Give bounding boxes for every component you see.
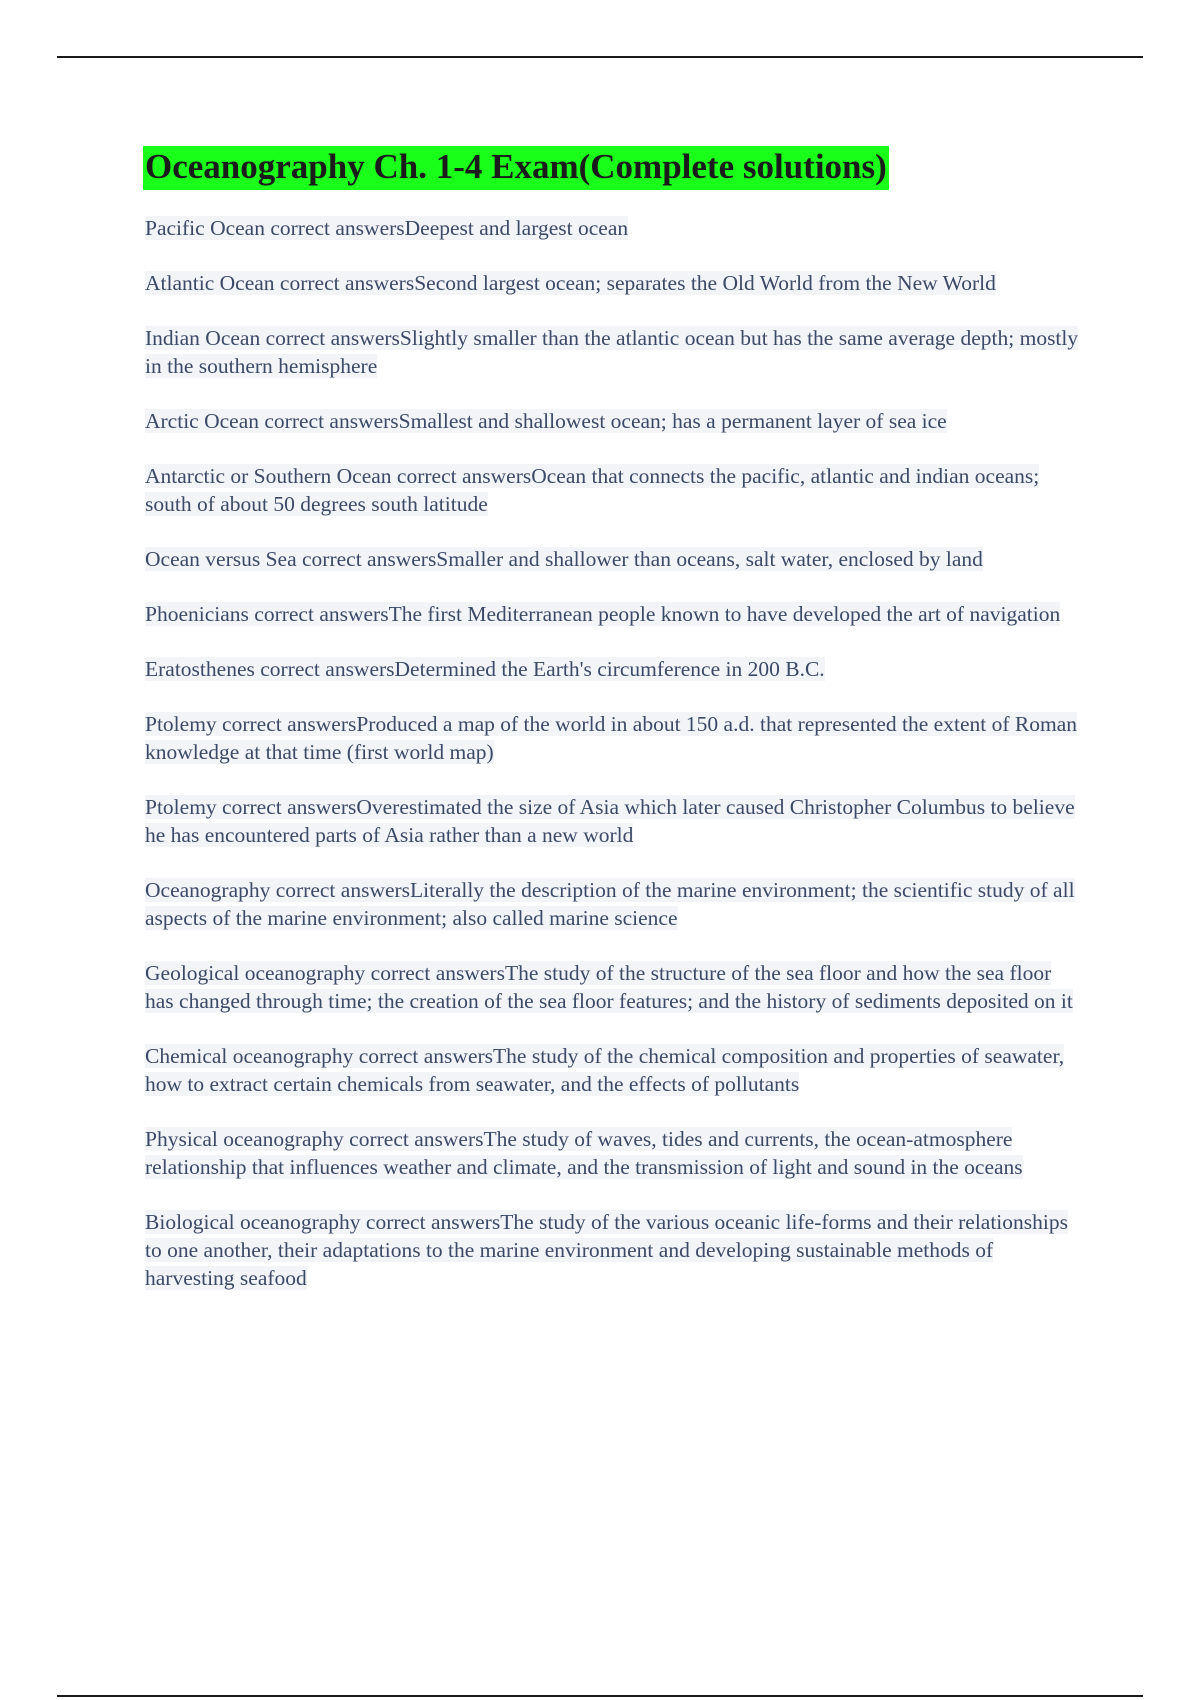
qa-text: Pacific Ocean correct answersDeepest and largest ocean — [145, 216, 629, 240]
qa-text: Arctic Ocean correct answersSmallest and shallowest ocean; has a permanent layer of sea ice — [145, 409, 947, 433]
qa-text: Eratosthenes correct answersDetermined the Earth's circumference in 200 B.C. — [145, 657, 825, 681]
qa-text: Indian Ocean correct answersSlightly smaller than the atlantic ocean but has the same average depth; mostly in the southern hemisphere — [145, 326, 1079, 378]
header-rule — [57, 56, 1143, 58]
qa-text: Ptolemy correct answersOverestimated the size of Asia which later caused Christopher Columbus to believe he has encountered parts of Asia rather than a new world — [145, 795, 1075, 847]
qa-item — [145, 959, 1085, 1015]
qa-item — [145, 655, 1085, 683]
qa-text: Geological oceanography correct answersThe study of the structure of the sea floor and how the sea floor has changed through time; the creation of the sea floor features; and the history of sediments deposited on it — [145, 961, 1073, 1013]
qa-item — [145, 710, 1085, 766]
qa-text: Atlantic Ocean correct answersSecond largest ocean; separates the Old World from the New World — [145, 271, 996, 295]
qa-text: Physical oceanography correct answersThe study of waves, tides and currents, the ocean-atmosphere relationship that influences weather and climate, and the transmission of light and sound in the oceans — [145, 1127, 1023, 1179]
qa-text: Oceanography correct answersLiterally the description of the marine environment; the scientific study of all aspects of the marine environment; also called marine science — [145, 878, 1075, 930]
qa-item — [145, 462, 1085, 518]
qa-item — [145, 1125, 1085, 1181]
qa-item — [145, 407, 1085, 435]
qa-item — [145, 545, 1085, 573]
qa-text: Chemical oceanography correct answersThe study of the chemical composition and properties of seawater, how to extract certain chemicals from seawater, and the effects of pollutants — [145, 1044, 1065, 1096]
qa-item — [145, 793, 1085, 849]
qa-item — [145, 1208, 1085, 1292]
qa-item — [145, 600, 1085, 628]
document-title: Oceanography Ch. 1-4 Exam(Complete solutions) — [143, 146, 889, 190]
qa-item — [145, 876, 1085, 932]
qa-text: Biological oceanography correct answersThe study of the various oceanic life-forms and their relationships to one another, their adaptations to the marine environment and developing sustainable methods of harvesting seafood — [145, 1210, 1068, 1290]
qa-text: Antarctic or Southern Ocean correct answersOcean that connects the pacific, atlantic and indian oceans; south of about 50 degrees south latitude — [145, 464, 1040, 516]
document-body — [145, 146, 1085, 1319]
qa-text: Ptolemy correct answersProduced a map of the world in about 150 a.d. that represented the extent of Roman knowledge at that time (first world map) — [145, 712, 1077, 764]
footer-rule — [57, 1695, 1143, 1697]
qa-text: Phoenicians correct answersThe first Mediterranean people known to have developed the art of navigation — [145, 602, 1061, 626]
qa-item — [145, 214, 1085, 242]
qa-item — [145, 324, 1085, 380]
qa-text: Ocean versus Sea correct answersSmaller and shallower than oceans, salt water, enclosed by land — [145, 547, 983, 571]
qa-item — [145, 1042, 1085, 1098]
qa-list — [145, 214, 1085, 1292]
qa-item — [145, 269, 1085, 297]
